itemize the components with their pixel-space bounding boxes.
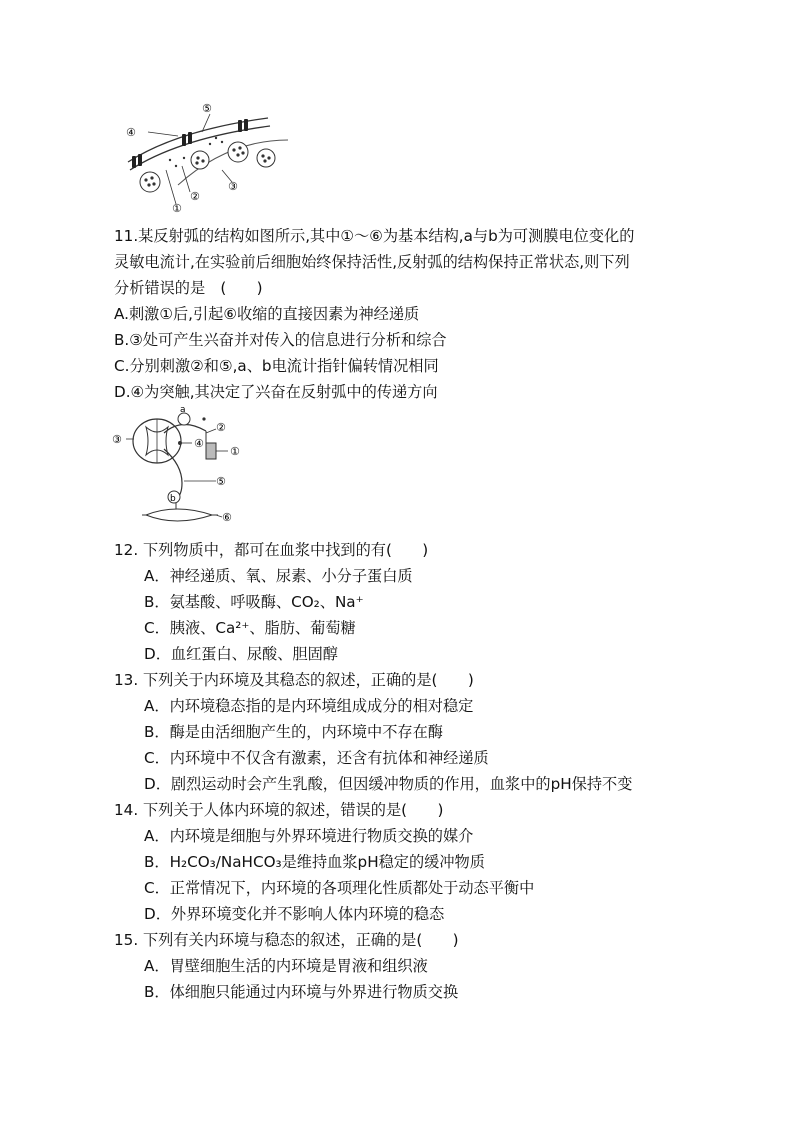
synapse-figure xyxy=(118,100,288,215)
fig1-label: ③ xyxy=(228,180,238,193)
q12-option-b[interactable]: B．氨基酸、呼吸酶、CO₂、Na⁺ xyxy=(144,593,364,611)
q11-stem-line: 分析错误的是 ( ) xyxy=(114,279,263,297)
fig1-label: ② xyxy=(190,190,200,203)
fig1-label: ⑤ xyxy=(202,102,212,115)
q14-option-c[interactable]: C．正常情况下，内环境的各项理化性质都处于动态平衡中 xyxy=(144,879,535,897)
q13-stem: 13. 下列关于内环境及其稳态的叙述，正确的是( ) xyxy=(114,671,474,689)
q12-option-c[interactable]: C．胰液、Ca²⁺、脂肪、葡萄糖 xyxy=(144,619,356,637)
q13-option-c[interactable]: C．内环境中不仅含有激素，还含有抗体和神经递质 xyxy=(144,749,489,767)
q14-option-d[interactable]: D．外界环境变化并不影响人体内环境的稳态 xyxy=(144,905,445,923)
fig1-label: ④ xyxy=(126,126,136,139)
q13-option-a[interactable]: A．内环境稳态指的是内环境组成成分的相对稳定 xyxy=(144,697,474,715)
q15-option-b[interactable]: B．体细胞只能通过内环境与外界进行物质交换 xyxy=(144,983,459,1001)
q11-option-d[interactable]: D.④为突触,其决定了兴奋在反射弧中的传递方向 xyxy=(114,383,438,401)
fig1-label: ① xyxy=(172,202,182,215)
q11-option-b[interactable]: B.③处可产生兴奋并对传入的信息进行分析和综合 xyxy=(114,331,447,349)
fig2-label: ③ xyxy=(112,433,122,446)
fig2-label: ⑥ xyxy=(222,511,232,524)
q13-option-b[interactable]: B．酶是由活细胞产生的，内环境中不存在酶 xyxy=(144,723,443,741)
q12-stem: 12. 下列物质中，都可在血浆中找到的有( ) xyxy=(114,541,429,559)
q15-option-a[interactable]: A．胃壁细胞生活的内环境是胃液和组织液 xyxy=(144,957,428,975)
fig2-label: a xyxy=(180,405,186,415)
fig2-label: ② xyxy=(216,421,226,434)
q14-option-b[interactable]: B．H₂CO₃/NaHCO₃是维持血浆pH稳定的缓冲物质 xyxy=(144,853,485,871)
q15-stem: 15. 下列有关内环境与稳态的叙述，正确的是( ) xyxy=(114,931,459,949)
q11-stem-line: 灵敏电流计,在实验前后细胞始终保持活性,反射弧的结构保持正常状态,则下列 xyxy=(114,253,630,271)
q14-stem: 14. 下列关于人体内环境的叙述，错误的是( ) xyxy=(114,801,444,819)
fig2-label: ⑤ xyxy=(216,475,226,488)
q12-option-d[interactable]: D．血红蛋白、尿酸、胆固醇 xyxy=(144,645,338,663)
q12-option-a[interactable]: A．神经递质、氧、尿素、小分子蛋白质 xyxy=(144,567,413,585)
fig2-label: ① xyxy=(230,445,240,458)
q13-option-d[interactable]: D．剧烈运动时会产生乳酸，但因缓冲物质的作用，血浆中的pH保持不变 xyxy=(144,775,633,793)
fig2-label: b xyxy=(170,494,176,504)
q11-option-a[interactable]: A.刺激①后,引起⑥收缩的直接因素为神经递质 xyxy=(114,305,420,323)
fig2-label: ④ xyxy=(194,437,204,450)
q11-option-c[interactable]: C.分别刺激②和⑤,a、b电流计指针偏转情况相同 xyxy=(114,357,439,375)
reflex-arc-figure xyxy=(112,403,247,533)
q14-option-a[interactable]: A．内环境是细胞与外界环境进行物质交换的媒介 xyxy=(144,827,474,845)
q11-stem-line: 11.某反射弧的结构如图所示,其中①～⑥为基本结构,a与b为可测膜电位变化的 xyxy=(114,227,635,245)
